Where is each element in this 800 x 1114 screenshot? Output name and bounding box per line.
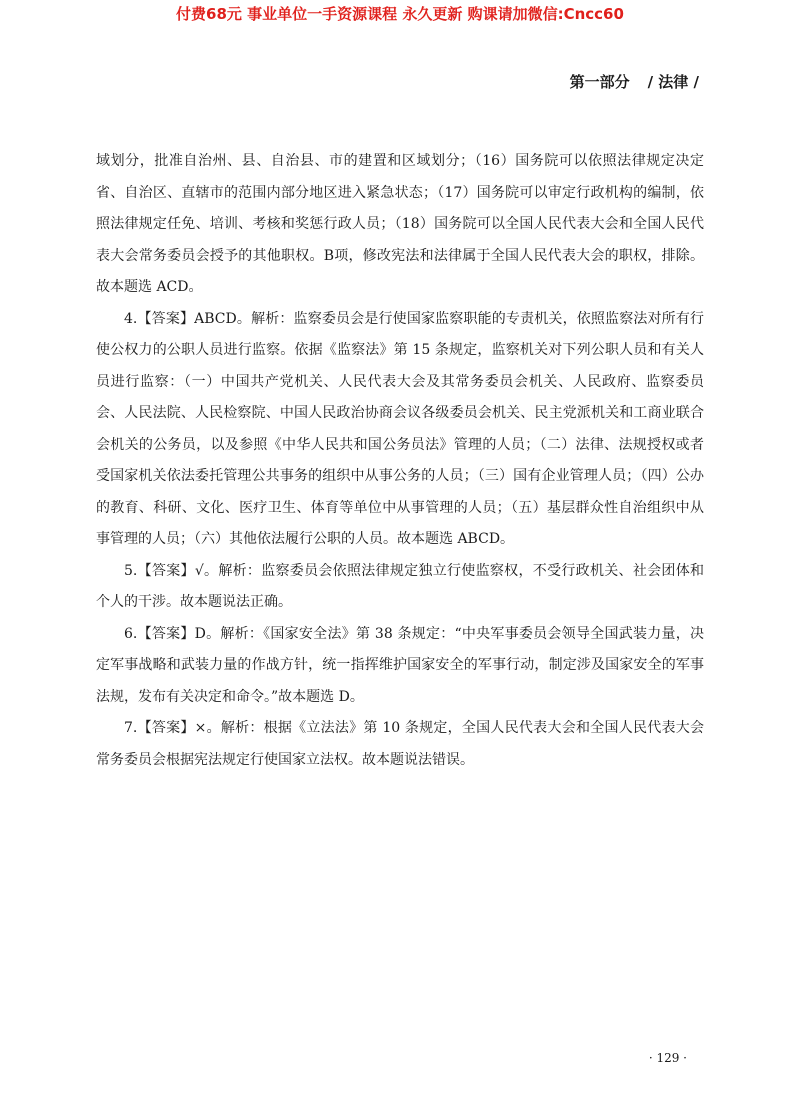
page-number: · 129 ·: [648, 1051, 687, 1065]
answer-4: 4.【答案】ABCD。解析：监察委员会是行使国家监察职能的专责机关，依照监察法对所有行使公权力的公职人员进行监察。依据《监察法》第 15 条规定，监察机关对下列公职人员和有关人员进行监察：（一）中国共产党机关、人民代表大会及其常务委员会机关、人民政府、监察委员会、人民法院、人民检察院、中国人民政治协商会议各级委员会机关、民主党派机关和工商业联合会机关的公务员，以及参照《中华人民共和国公务员法》管理的人员；（二）法律、法规授权或者受国家机关依法委托管理公共事务的组织中从事公务的人员；（三）国有企业管理人员；（四）公办的教育、科研、文化、医疗卫生、体育等单位中从事管理的人员；（五）基层群众性自治组织中从事管理的人员；（六）其他依法履行公职的人员。故本题选 ABCD。: [96, 310, 704, 547]
header-section: / 法律 /: [647, 73, 699, 91]
page-content: [96, 146, 704, 776]
top-banner: 付费68元 事业单位一手资源课程 永久更新 购课请加微信:Cncc60: [176, 5, 624, 23]
answer-7: 7.【答案】×。解析：根据《立法法》第 10 条规定，全国人民代表大会和全国人民代表大会常务委员会根据宪法规定行使国家立法权。故本题说法错误。: [96, 720, 704, 768]
paragraph-continuation: 域划分，批准自治州、县、自治县、市的建置和区域划分；（16）国务院可以依照法律规定决定省、自治区、直辖市的范围内部分地区进入紧急状态；（17）国务院可以审定行政机构的编制，依照法律规定任免、培训、考核和奖惩行政人员；（18）国务院可以全国人民代表大会和全国人民代表大会常务委员会授予的其他职权。B项，修改宪法和法律属于全国人民代表大会的职权，排除。故本题选 ACD。: [96, 153, 704, 295]
answer-5: 5.【答案】√。解析：监察委员会依照法律规定独立行使监察权，不受行政机关、社会团体和个人的干涉。故本题说法正确。: [96, 562, 704, 610]
header-part: 第一部分: [569, 73, 630, 91]
answer-6: 6.【答案】D。解析：《国家安全法》第 38 条规定：“中央军事委员会领导全国武装力量，决定军事战略和武装力量的作战方针，统一指挥维护国家安全的军事行动，制定涉及国家安全的军事法规，发布有关决定和命令。”故本题选 D。: [96, 625, 704, 705]
page-header: [570, 72, 705, 92]
